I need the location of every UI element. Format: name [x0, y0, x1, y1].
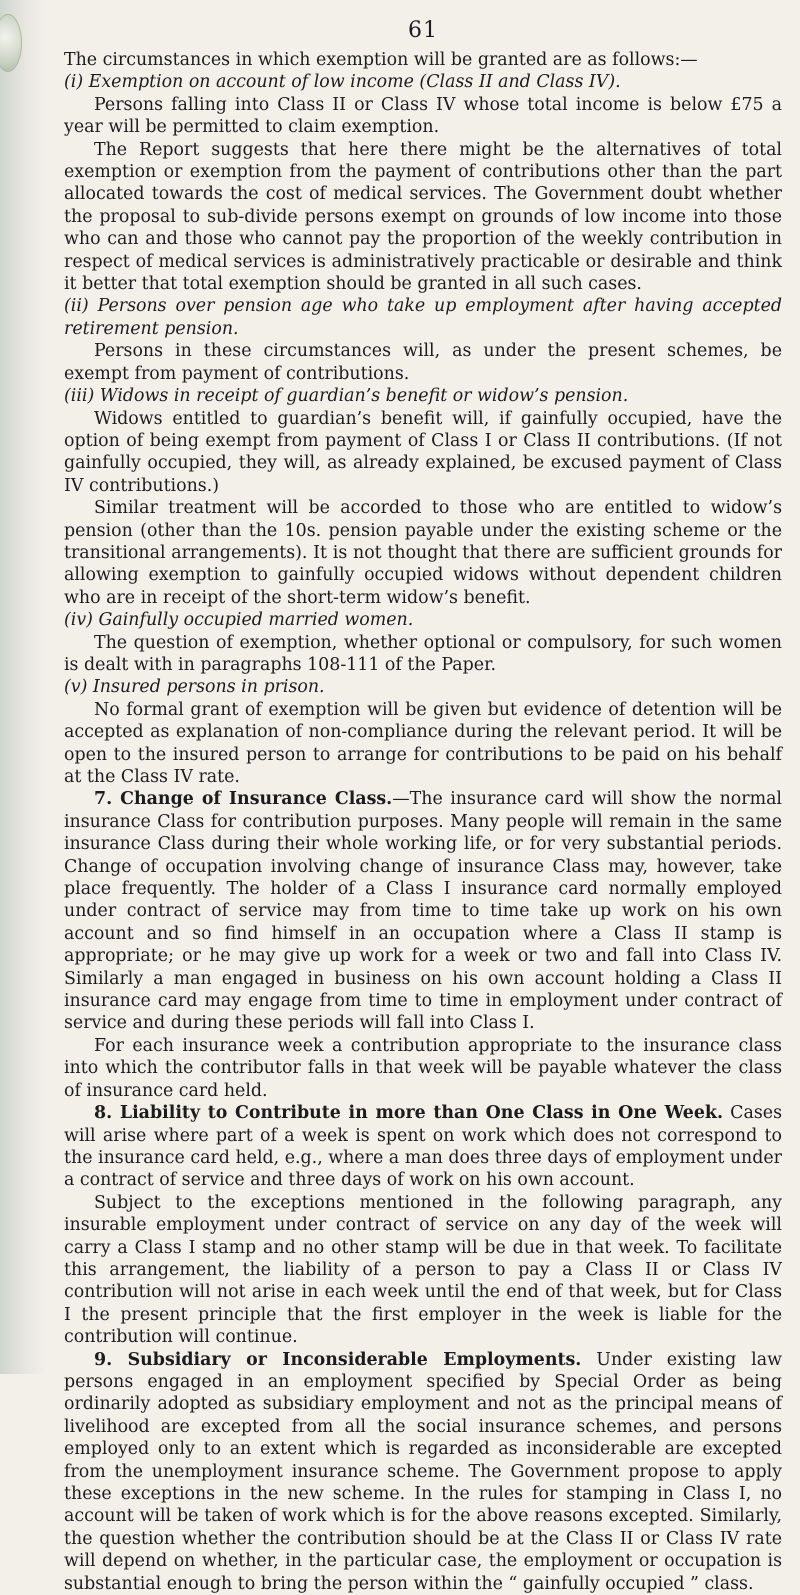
heading-iv: (iv) Gainfully occupied married women. — [64, 610, 414, 631]
heading-v: (v) Insured persons in prison. — [64, 677, 325, 698]
heading-iii: (iii) Widows in receipt of guardian’s benefit or widow’s pension. — [64, 386, 629, 407]
paragraph-i-2: The Report suggests that here there might be the alternatives of total exemption or exemption from the payment of contributions other than the part allocated towards the cost of medical services. The Government doubt whether the proposal to sub-divide persons exempt on grounds of low income into those who can and those who cannot pay the proportion of the weekly contribution in respect of medical services is administratively practicable or desirable and think it better that total exemption should be granted in all such cases. — [64, 139, 782, 295]
page-number: 61 — [408, 18, 438, 43]
section-7-heading: 7. Change of Insurance Class. — [94, 789, 393, 810]
page-scan-edge — [0, 0, 46, 1374]
paragraph-v: No formal grant of exemption will be given but evidence of detention will be accepted as explanation of non-compliance during the relevant period. It will be open to the insured person to arrange for contributions to be paid on his behalf at the Class IV rate. — [64, 699, 782, 787]
section-8: 8. Liability to Contribute in more than One Class in One Week. Cases will arise where part of a week is spent on work which does not correspond to the insurance card held, e.g., where a man does three days of employment under a contract of service and three days of work on his own account. — [64, 1103, 782, 1191]
section-7-paragraph-2: For each insurance week a contribution appropriate to the insurance class into which the contributor falls in that week will be payable whatever the class of insurance card held. — [64, 1035, 782, 1101]
heading-i: (i) Exemption on account of low income (Class II and Class IV). — [64, 72, 621, 93]
paragraph-i-1: Persons falling into Class II or Class IV whose total income is below £75 a year will be permitted to claim exemption. — [64, 94, 782, 138]
paragraph-iii-2: Similar treatment will be accorded to those who are entitled to widow’s pension (other than the 10s. pension payable under the existing scheme or the transitional arrangements). It is not thought that there are sufficient grounds for allowing exemption to gainfully occupied widows without dependent children who are in receipt of the short-term widow’s benefit. — [64, 498, 782, 608]
intro-paragraph: The circumstances in which exemption will be granted are as follows:— — [64, 50, 698, 70]
heading-ii: (ii) Persons over pension age who take up employment after having accepted retirement pension. — [64, 296, 782, 339]
section-9: 9. Subsidiary or Inconsiderable Employments. Under existing law persons engaged in an employment specified by Special Order as being ordinarily adopted as subsidiary employment and not as the principal means of livelihood are excepted from all the social insurance schemes, and persons employed only to an extent which is regarded as inconsiderable are excepted from the unemployment insurance scheme. The Government propose to apply these exceptions in the new scheme. In the rules for stamping in Class I, no account will be taken of work which is for the above reasons excepted. Similarly, the question whether the contribution should be at the Class II or Class IV rate will depend on whether, in the particular case, the employment or occupation is substantial enough to bring the person within the “ gainfully occupied ” class. — [64, 1349, 782, 1594]
paragraph-iii-1: Widows entitled to guardian’s benefit will, if gainfully occupied, have the option of being exempt from payment of Class I or Class II contributions. (If not gainfully occupied, they will, as already explained, be excused payment of Class IV contributions.) — [64, 408, 782, 496]
document-page — [64, 18, 782, 1595]
section-8-paragraph-2: Subject to the exceptions mentioned in the following paragraph, any insurable employment under contract of service on any day of the week will carry a Class I stamp and no other stamp will be due in that week. To facilitate this arrangement, the liability of a person to pay a Class II or Class IV contribution will not arise in each week until the end of that week, but for Class I the present principle that the first employer in the week is liable for the contribution will continue. — [64, 1192, 782, 1348]
paragraph-iv: The question of exemption, whether optional or compulsory, for such women is dealt with in paragraphs 108-111 of the Paper. — [64, 632, 782, 675]
section-9-heading: 9. Subsidiary or Inconsiderable Employments. — [94, 1349, 582, 1370]
section-8-heading: 8. Liability to Contribute in more than One Class in One Week. — [94, 1103, 723, 1124]
section-7: 7. Change of Insurance Class.—The insurance card will show the normal insurance Class for contribution purposes. Many people will remain in the same insurance Class during their whole working life, or for very substantial periods. Change of occupation involving change of insurance Class may, however, take place frequently. The holder of a Class I insurance card normally employed under contract of service may from time to time take up work on his own account and so find himself in an occupation where a Class II stamp is appropriate; or he may give up work for a week or two and fall into Class IV. Similarly a man engaged in business on his own account holding a Class II insurance card may engage from time to time in employment under contract of service and during these periods will fall into Class I. — [64, 789, 782, 1034]
paragraph-ii: Persons in these circumstances will, as under the present schemes, be exempt from payment of contributions. — [64, 341, 782, 384]
